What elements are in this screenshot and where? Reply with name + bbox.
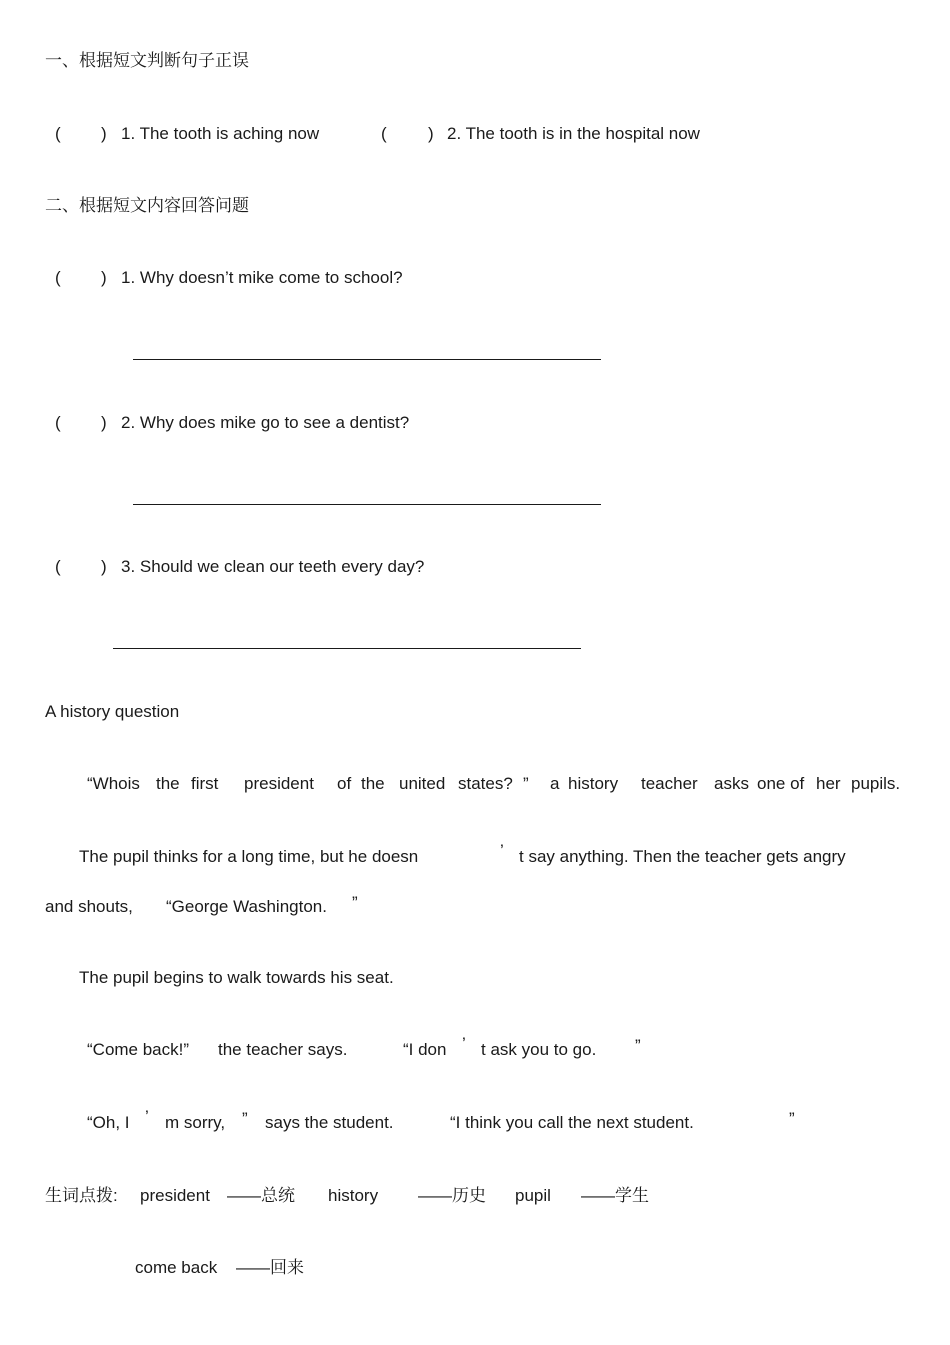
story-paragraph-5b: m sorry, <box>165 1113 226 1132</box>
answer-question-1: 1. Why doesn’t mike come to school? <box>121 268 403 287</box>
story-word: “Whois <box>87 774 140 793</box>
story-quote-close: ” <box>789 1109 795 1128</box>
judge-question-1: 1. The tooth is aching now <box>121 124 320 143</box>
vocab-meaning: ——学生 <box>581 1186 649 1205</box>
story-word: the <box>361 774 385 793</box>
vocab-word: come back <box>135 1258 218 1277</box>
story-apostrophe: ’ <box>145 1107 149 1126</box>
story-word: the <box>156 774 180 793</box>
vocab-word: president <box>140 1186 210 1205</box>
answer-bracket-close: ) <box>101 124 107 143</box>
answer-bracket-close: ) <box>101 268 107 287</box>
story-quote-close: ” <box>242 1109 248 1128</box>
answer-bracket-close: ) <box>101 413 107 432</box>
answer-bracket-open: ( <box>55 557 61 576</box>
story-paragraph-2d: “George Washington. <box>166 897 327 916</box>
story-paragraph-4d: t ask you to go. <box>481 1040 597 1059</box>
story-paragraph-4a: “Come back!” <box>87 1040 190 1059</box>
story-title: A history question <box>45 702 180 721</box>
story-paragraph-2c: and shouts, <box>45 897 133 916</box>
answer-bracket-open: ( <box>55 268 61 287</box>
vocab-label: 生词点拨: <box>45 1186 118 1205</box>
story-word: history <box>568 774 619 793</box>
story-word: pupils. <box>851 774 901 793</box>
vocab-meaning: ——历史 <box>418 1186 486 1205</box>
vocab-meaning: ——总统 <box>227 1186 295 1205</box>
story-word: united <box>399 774 446 793</box>
judge-question-2: 2. The tooth is in the hospital now <box>447 124 700 143</box>
answer-line-3[interactable] <box>113 648 581 649</box>
story-paragraph-2a: The pupil thinks for a long time, but he doesn <box>79 847 419 866</box>
section2-heading: 二、根据短文内容回答问题 <box>45 196 249 215</box>
answer-bracket-open: ( <box>381 124 387 143</box>
story-quote-close: ” <box>635 1036 641 1055</box>
vocab-word: pupil <box>515 1186 551 1205</box>
story-paragraph-5e: “I think you call the next student. <box>450 1113 694 1132</box>
answer-line-2[interactable] <box>133 504 601 505</box>
story-word: asks <box>714 774 749 793</box>
story-word: teacher <box>641 774 698 793</box>
story-quote-close: ” <box>352 893 358 912</box>
story-word: a <box>550 774 560 793</box>
answer-question-3: 3. Should we clean our teeth every day? <box>121 557 425 576</box>
answer-line-1[interactable] <box>133 359 601 360</box>
answer-bracket-open: ( <box>55 124 61 143</box>
story-word: first <box>191 774 219 793</box>
story-word: president <box>244 774 314 793</box>
answer-bracket-open: ( <box>55 413 61 432</box>
story-word: ” <box>523 774 529 793</box>
section1-heading: 一、根据短文判断句子正误 <box>45 51 249 70</box>
vocab-meaning: ——回来 <box>236 1258 304 1277</box>
story-paragraph-4c: “I don <box>403 1040 447 1059</box>
story-word: states? <box>458 774 513 793</box>
story-paragraph-2b: t say anything. Then the teacher gets angry <box>519 847 846 866</box>
story-paragraph-3: The pupil begins to walk towards his seat. <box>79 968 394 987</box>
story-apostrophe: ’ <box>500 841 504 860</box>
vocab-word: history <box>328 1186 379 1205</box>
story-paragraph-4b: the teacher says. <box>218 1040 348 1059</box>
story-paragraph-5a: “Oh, I <box>87 1113 130 1132</box>
answer-bracket-close: ) <box>101 557 107 576</box>
answer-question-2: 2. Why does mike go to see a dentist? <box>121 413 410 432</box>
story-word: her <box>816 774 841 793</box>
story-word: one of <box>757 774 805 793</box>
answer-bracket-close: ) <box>428 124 434 143</box>
story-paragraph-5d: says the student. <box>265 1113 394 1132</box>
story-word: of <box>337 774 352 793</box>
story-apostrophe: ’ <box>462 1034 466 1053</box>
